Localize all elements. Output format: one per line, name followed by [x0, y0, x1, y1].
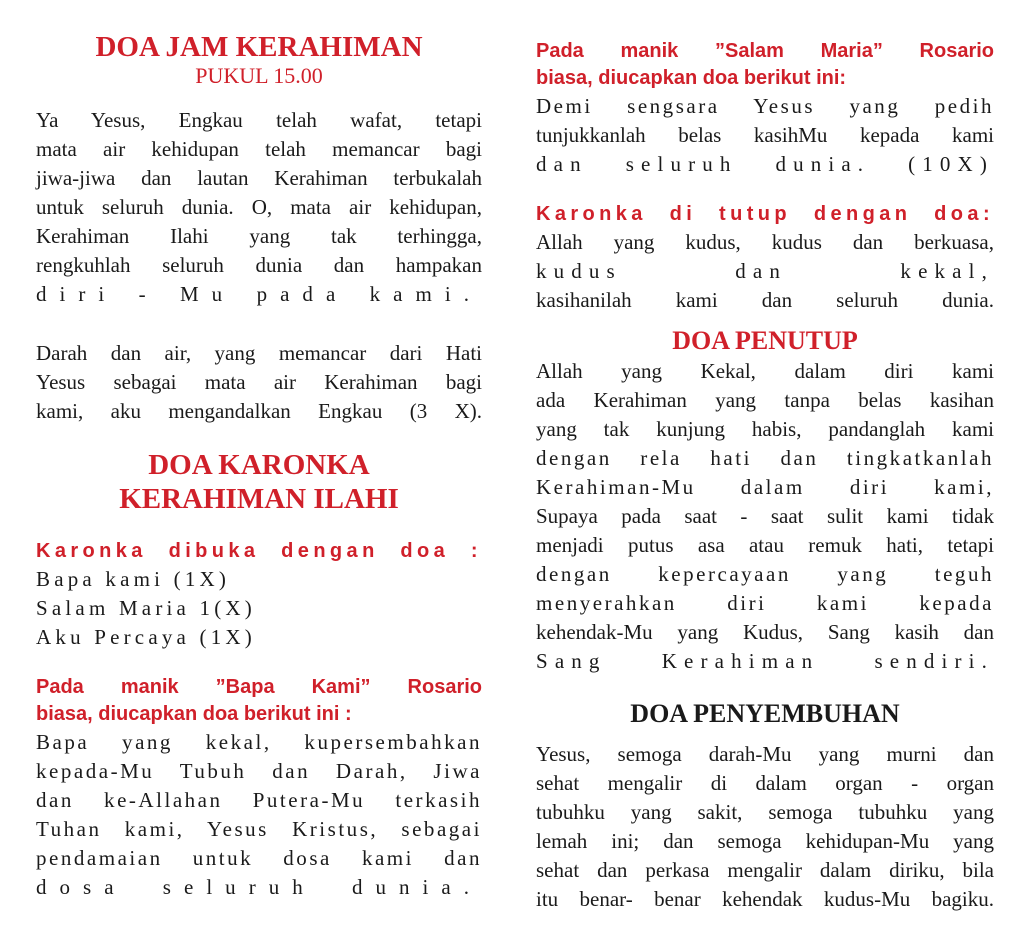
text-line: sehat dan perkasa mengalir dalam diriku, bila — [536, 858, 994, 882]
text-line: kasihanilah kami dan seluruh dunia. — [536, 288, 994, 312]
text-line: dengan kepercayaan yang teguh — [536, 562, 994, 586]
text-line: Allah yang Kekal, dalam diri kami — [536, 359, 994, 383]
text-line: kehendak-Mu yang Kudus, Sang kasih dan — [536, 620, 994, 644]
heading-line: Pada manik ”Salam Maria” Rosario — [536, 40, 994, 62]
paragraph-allah-yang-kekal — [536, 357, 994, 676]
text-line: Demi sengsara Yesus yang pedih — [536, 94, 994, 118]
heading-line: Pada manik ”Bapa Kami” Rosario — [36, 676, 482, 698]
text-line: menyerahkan diri kami kepada — [536, 591, 994, 615]
title-doa-penutup: DOA PENUTUP — [672, 326, 858, 355]
text-line: kudus dan kekal, — [536, 259, 994, 283]
right-column — [536, 38, 994, 914]
text-line: tubuhku yang sakit, semoga tubuhku yang — [536, 800, 994, 824]
text-line: mata air kehidupan telah memancar bagi — [36, 137, 482, 161]
title-doa-jam-kerahiman: DOA JAM KERAHIMAN — [95, 31, 423, 63]
text-line: untuk seluruh dunia. O, mata air kehidupan, — [36, 195, 482, 219]
paragraph-yesus-semoga — [536, 740, 994, 914]
paragraph-ya-yesus — [36, 106, 482, 309]
heading-bapa-kami-rosario — [36, 674, 482, 728]
text-line: ada Kerahiman yang tanpa belas kasihan — [536, 388, 994, 412]
paragraph-bapa-yang-kekal — [36, 728, 482, 902]
text-line: pendamaian untuk dosa kami dan — [36, 846, 482, 870]
text-line: yang tak kunjung habis, pandanglah kami — [536, 417, 994, 441]
heading-line: Karonka dibuka dengan doa : — [36, 540, 482, 562]
list-item: Salam Maria 1(X) — [36, 596, 256, 620]
subtitle-pukul: PUKUL 15.00 — [195, 63, 323, 88]
text-line: lemah ini; dan semoga kehidupan-Mu yang — [536, 829, 994, 853]
text-line: itu benar- benar kehendak kudus-Mu bagiku. — [536, 887, 994, 911]
paragraph-darah-dan-air — [36, 339, 482, 426]
paragraph-demi-sengsara — [536, 92, 994, 179]
list-item: Bapa kami (1X) — [36, 567, 231, 591]
title-doa-karonka: DOA KARONKA — [148, 449, 370, 481]
text-line: kepada-Mu Tubuh dan Darah, Jiwa — [36, 759, 482, 783]
heading-salam-maria-rosario — [536, 38, 994, 92]
paragraph-allah-yang-kudus — [536, 228, 994, 315]
heading-line: biasa, diucapkan doa berikut ini : — [36, 703, 352, 725]
text-line: dan seluruh dunia. (10X) — [536, 152, 994, 176]
text-line: sehat mengalir di dalam organ - organ — [536, 771, 994, 795]
text-line: dan ke-Allahan Putera-Mu terkasih — [36, 788, 482, 812]
title-kerahiman-ilahi: KERAHIMAN ILAHI — [119, 483, 399, 515]
heading-karonka-dibuka — [36, 538, 482, 565]
title-doa-penyembuhan: DOA PENYEMBUHAN — [630, 699, 900, 728]
text-line: Supaya pada saat - saat sulit kami tidak — [536, 504, 994, 528]
heading-line: Karonka di tutup dengan doa: — [536, 203, 994, 225]
text-line: jiwa-jiwa dan lautan Kerahiman terbukalah — [36, 166, 482, 190]
text-line: Sang Kerahiman sendiri. — [536, 649, 994, 673]
text-line: menjadi putus asa atau remuk hati, tetapi — [536, 533, 994, 557]
text-line: Bapa yang kekal, kupersembahkan — [36, 730, 482, 754]
text-line: Ya Yesus, Engkau telah wafat, tetapi — [36, 108, 482, 132]
text-line: Allah yang kudus, kudus dan berkuasa, — [536, 230, 994, 254]
text-line: Kerahiman Ilahi yang tak terhingga, — [36, 224, 482, 248]
text-line: Tuhan kami, Yesus Kristus, sebagai — [36, 817, 482, 841]
text-line: kami, aku mengandalkan Engkau (3 X). — [36, 399, 482, 423]
opening-prayer-list — [36, 565, 482, 652]
text-line: Yesus, semoga darah-Mu yang murni dan — [536, 742, 994, 766]
text-line: tunjukkanlah belas kasihMu kepada kami — [536, 123, 994, 147]
text-line: Darah dan air, yang memancar dari Hati — [36, 341, 482, 365]
text-line: dengan rela hati dan tingkatkanlah — [536, 446, 994, 470]
text-line: dosa seluruh dunia. — [36, 875, 482, 899]
text-line: Yesus sebagai mata air Kerahiman bagi — [36, 370, 482, 394]
text-line: Kerahiman-Mu dalam diri kami, — [536, 475, 994, 499]
heading-karonka-ditutup — [536, 201, 994, 228]
heading-line: biasa, diucapkan doa berikut ini: — [536, 67, 847, 89]
left-column — [36, 30, 482, 902]
text-line: diri - Mu pada kami. — [36, 282, 482, 306]
list-item: Aku Percaya (1X) — [36, 625, 256, 649]
text-line: rengkuhlah seluruh dunia dan hampakan — [36, 253, 482, 277]
